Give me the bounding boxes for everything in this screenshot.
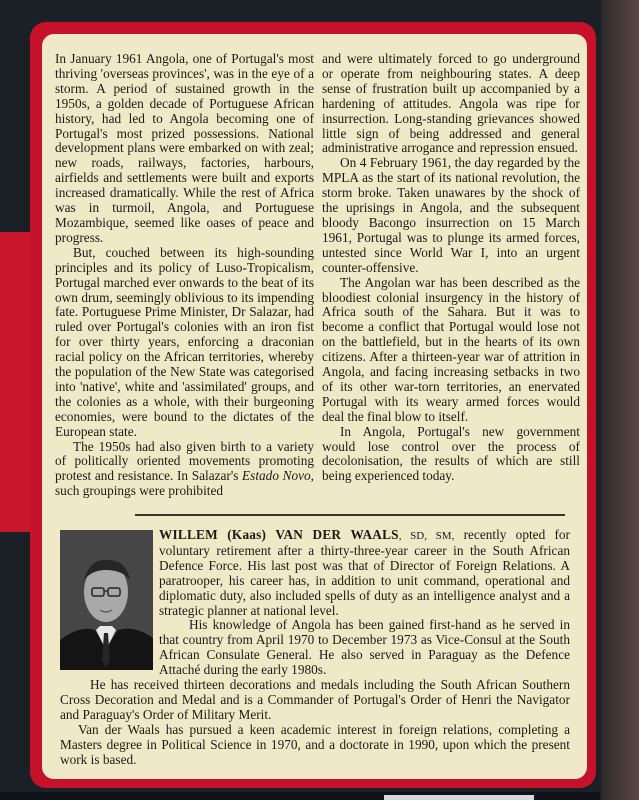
- photo-spacer: [60, 528, 159, 668]
- bio-text: recently opted for voluntary retirement after a thirty-three-year career in the South African Defence Force. His last post was that of Director of Foreign Relations. A paratrooper, his career has, in addition to unit command, operational and diplomatic duty, also included spells of duty as an intelligence analyst and a strategic planner at national level.: [159, 527, 570, 618]
- bio-paragraph: His knowledge of Angola has been gained first-hand as he served in that country from April 1970 to December 1973 as Vice-Consul at the South African Consulate General. He also served in Paraguay as the Defence Attaché during the early 1980s.: [159, 617, 570, 678]
- paragraph-text: The 1950s had also given birth to a variety of politically oriented movements promoting protest and resistance. In Salazar's: [55, 438, 314, 484]
- paragraph: On 4 February 1961, the day regarded by the MPLA as the start of its national revolution, the storm broke. Taken unawares by the shock of the uprisings in Angola, and the subsequent bloody Bacongo insurrection on 15 March 1961, Portugal was to plunge its armed forces, untested since World War I, into an urgent counter-offensive.: [322, 155, 580, 275]
- table-edge: [601, 0, 639, 800]
- red-accent-stripe: [0, 232, 30, 532]
- paragraph: In January 1961 Angola, one of Portugal's most thriving 'overseas provinces', was in the eye of a storm. A period of sustained growth in the 1950s, a golden decade of Portuguese African history, had led to Angola becoming one of Portugal's most prized possessions. National development plans were embarked on with zeal; new roads, railways, factories, harbours, airfields and settlements were built and exports increased dramatically. While the rest of Africa was in turmoil, Angola, and Portuguese Mozambique, seemed like oases of peace and progress.: [55, 51, 314, 245]
- author-name: WILLEM (Kaas) VAN DER WAALS: [159, 527, 399, 542]
- paragraph: But, couched between its high-sounding principles and its policy of Luso-Tropicalism, Portugal marched ever onwards to the beat of its own drum, seemingly oblivious to its impending fate. Portuguese Prime Minister, Dr Salazar, had ruled over Portugal's colonies with an iron fist for over thirty years, enforcing a draconian racial policy on the African territories, whereby the population of the New State was categorised into 'native', white and 'assimilated' groups, and the colonies as a whole, with their burgeoning economies, were bound to the dictates of the European state.: [55, 244, 314, 439]
- italic-title: Estado Novo: [242, 468, 311, 484]
- page-edge: [384, 795, 534, 800]
- bio-paragraph: Van der Waals has pursued a keen academic interest in foreign relations, completing a Masters degree in Political Science in 1970, and a doctorate in 1990, upon which the present work is based.: [60, 721, 570, 767]
- text-column-left: [55, 52, 314, 499]
- author-bio: [60, 528, 570, 768]
- paragraph: The Angolan war has been described as the bloodiest colonial insurgency in the history of Africa south of the Sahara. But it was to become a conflict that Portugal would lose not on the battlefield, but in the hearts of its own citizens. After a thirteen-year war of attrition in Angola, and facing increasing setbacks in two of its other war-torn territories, an enervated Portugal with its weary armed forces would deal the final blow to itself.: [322, 274, 580, 424]
- bio-paragraph: He has received thirteen decorations and medals including the South African Southern Cross Decoration and Medal and is a Commander of Portugal's Order of Henri the Navigator and Paraguay's Order of Military Merit.: [60, 677, 570, 722]
- section-divider: [135, 514, 565, 516]
- paragraph: In Angola, Portugal's new government would lose control over the process of decolonisation, the results of which are still being experienced today.: [322, 423, 580, 484]
- author-postnominals: , SD, SM,: [398, 530, 455, 542]
- text-column-right: [322, 52, 580, 484]
- paragraph-text: , such groupings were prohibited: [55, 468, 314, 499]
- paragraph: [55, 440, 314, 500]
- paragraph: and were ultimately forced to go underground or operate from neighbouring states. A deep sense of frustration built up accompanied by a hardening of attitudes. Angola was ripe for insurrection. Long-standing grievances showed little sign of being addressed and general administrative arrogance and repression ensued.: [322, 51, 580, 156]
